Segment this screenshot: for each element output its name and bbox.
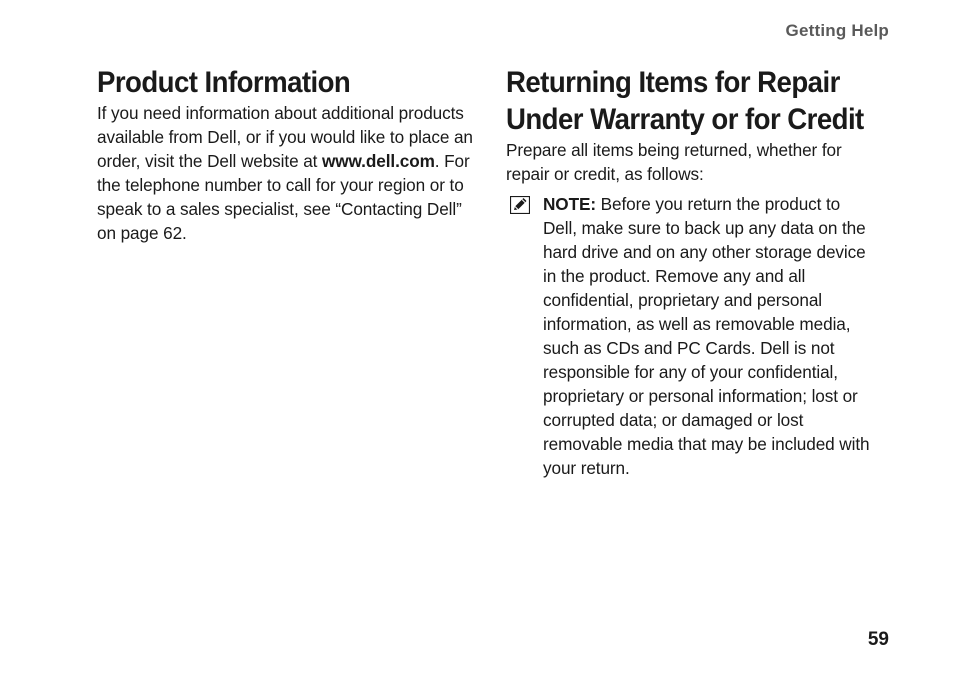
note-body: Before you return the product to Dell, make sure to back up any data on the hard drive and on any other storage device in the product. Remove any and all confidential, proprietary and personal information, as well as removable media, such as CDs and PC Cards. Dell is not responsible for any of your confidential, proprietary or personal information; lost or corrupted data; or damaged or lost removable media that may be included with your return. [543,194,870,478]
product-information-paragraph [97,101,483,245]
note-block [506,192,873,480]
paragraph-text-start: If you need information about additional products available from Dell, or if you would like to place an order, visit the Dell website at [97,103,473,171]
note-text [543,192,873,480]
note-label: NOTE: [543,194,596,214]
returning-items-section [506,64,878,480]
running-header: Getting Help [785,21,889,40]
product-information-section [97,64,487,245]
dell-website-link: www.dell.com [322,151,435,171]
returning-items-intro: Prepare all items being returned, whether for repair or credit, as follows: [506,140,842,184]
returning-items-heading: Returning Items for Repair Under Warranty or for Credit [506,66,864,136]
note-pencil-icon [510,196,530,214]
page-number: 59 [867,629,889,650]
product-information-heading: Product Information [97,66,351,99]
paragraph-text-end: . For the telephone number to call for your region or to speak to a sales specialist, see “Contacting Dell” on page 62. [97,151,470,243]
